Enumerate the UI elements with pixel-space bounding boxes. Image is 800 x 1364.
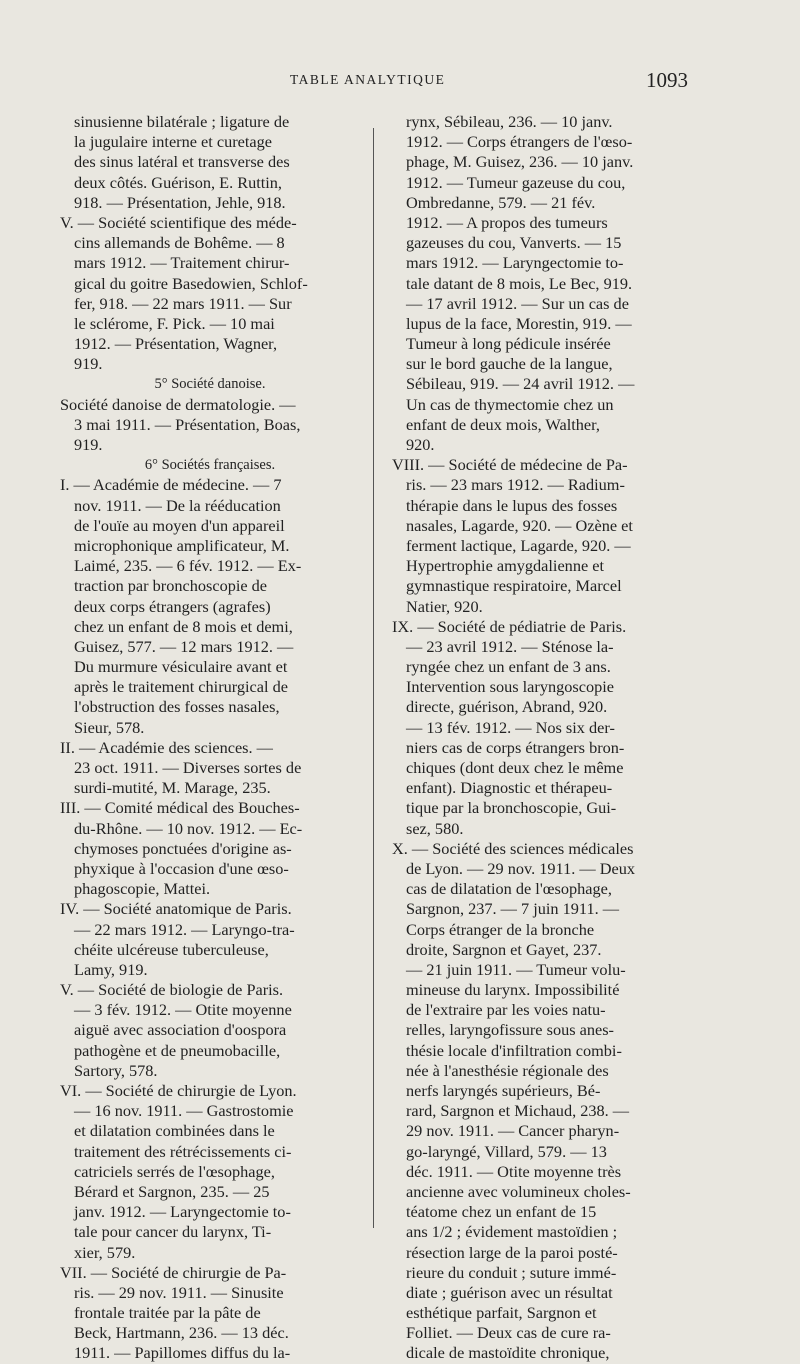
text-line: aiguë avec association d'oospora [74, 1020, 287, 1040]
text-line: II. — Académie des sciences. — [60, 737, 273, 757]
text-line: Sargnon, 237. — 7 juin 1911. — [406, 899, 620, 919]
text-line: mars 1912. — Laryngectomie to- [406, 253, 624, 273]
text-line: Bérard et Sargnon, 235. — 25 [74, 1181, 270, 1201]
page-number: 1093 [646, 68, 688, 92]
text-line: catriciels serrés de l'œsophage, [74, 1161, 275, 1181]
text-line: tique par la bronchoscopie, Gui- [406, 798, 617, 818]
text-line: 919. [74, 354, 103, 374]
text-line: niers cas de corps étrangers bron- [406, 737, 625, 757]
text-line: — 21 juin 1911. — Tumeur volu- [406, 959, 626, 979]
page-header [0, 68, 800, 96]
text-line: Natier, 920. [406, 596, 483, 616]
text-line: — 17 avril 1912. — Sur un cas de [406, 293, 629, 313]
text-line: mars 1912. — Traitement chirur- [74, 253, 290, 273]
text-line: du-Rhône. — 10 nov. 1912. — Ec- [74, 818, 303, 838]
text-line: directe, guérison, Abrand, 920. [406, 697, 608, 717]
text-line: gical du goitre Basedowien, Schlof- [74, 273, 308, 293]
text-line: 1912. — Tumeur gazeuse du cou, [406, 172, 626, 192]
right-column [392, 112, 712, 1364]
text-line: microphonique amplificateur, M. [74, 535, 290, 555]
left-column [60, 112, 360, 1364]
section-heading: 6° Sociétés françaises. [144, 457, 276, 474]
text-line: gazeuses du cou, Vanverts. — 15 [406, 233, 622, 253]
text-line: go-laryngé, Villard, 579. — 13 [406, 1141, 607, 1161]
text-line: enfant). Diagnostic et thérapeu- [406, 778, 613, 798]
text-line: 918. — Présentation, Jehle, 918. [74, 192, 286, 212]
text-line: 1911. — Papillomes diffus du la- [74, 1343, 291, 1363]
text-line: résection large de la paroi posté- [406, 1242, 618, 1262]
text-line: de l'ouïe au moyen d'un appareil [74, 515, 285, 535]
text-line: gymnastique respiratoire, Marcel [406, 576, 622, 596]
text-line: nasales, Lagarde, 920. — Ozène et [406, 515, 633, 535]
text-line: Hypertrophie amygdalienne et [406, 556, 605, 576]
text-line: mineuse du larynx. Impossibilité [406, 980, 620, 1000]
text-line: — 13 fév. 1912. — Nos six der- [406, 717, 615, 737]
text-line: nov. 1911. — De la rééducation [74, 495, 281, 515]
text-line: VII. — Société de chirurgie de Pa- [60, 1262, 287, 1282]
text-line: Corps étranger de la bronche [406, 919, 595, 939]
text-line: 1912. — A propos des tumeurs [406, 212, 608, 232]
text-line: fer, 918. — 22 mars 1911. — Sur [74, 293, 292, 313]
text-line: VIII. — Société de médecine de Pa- [392, 455, 628, 475]
text-line: 23 oct. 1911. — Diverses sortes de [74, 758, 302, 777]
text-line: ris. — 29 nov. 1911. — Sinusite [74, 1282, 284, 1302]
text-line: Sieur, 578. [74, 717, 145, 737]
text-line: traction par bronchoscopie de [74, 576, 268, 596]
text-line: rard, Sargnon et Michaud, 238. — [406, 1101, 630, 1121]
text-line: surdi-mutité, M. Marage, 235. [74, 778, 271, 798]
text-line: V. — Société de biologie de Paris. [60, 980, 284, 1000]
text-line: V. — Société scientifique des méde- [60, 212, 297, 232]
text-line: IX. — Société de pédiatrie de Paris. [392, 616, 627, 636]
text-line: Beck, Hartmann, 236. — 13 déc. [74, 1323, 289, 1343]
text-line: chéite ulcéreuse tuberculeuse, [74, 939, 269, 959]
text-line: lupus de la face, Morestin, 919. — [406, 313, 632, 333]
text-line: enfant de deux mois, Walther, [406, 414, 600, 434]
text-line: Laimé, 235. — 6 fév. 1912. — Ex- [74, 556, 302, 576]
text-line: 919. [74, 435, 103, 454]
text-line: tale datant de 8 mois, Le Bec, 919. [406, 273, 633, 293]
text-line: ris. — 23 mars 1912. — Radium- [406, 475, 625, 495]
text-line: tale pour cancer du larynx, Ti- [74, 1222, 272, 1242]
text-line: ferment lactique, Lagarde, 920. — [406, 535, 631, 555]
text-line: — 16 nov. 1911. — Gastrostomie [74, 1101, 294, 1121]
text-line: traitement des rétrécissements ci- [74, 1141, 292, 1161]
text-line: 1912. — Présentation, Wagner, [74, 334, 278, 354]
text-line: xier, 579. [74, 1242, 136, 1262]
text-line: droite, Sargnon et Gayet, 237. [406, 939, 602, 959]
text-line: relles, laryngofissure sous anes- [406, 1020, 614, 1040]
text-line: ans 1/2 ; évidement mastoïdien ; [406, 1222, 618, 1242]
text-line: Tumeur à long pédicule insérée [406, 334, 611, 354]
text-line: déc. 1911. — Otite moyenne très [406, 1161, 622, 1181]
text-line: phyxique à l'occasion d'une œso- [74, 858, 289, 878]
text-line: rieure du conduit ; suture immé- [406, 1262, 617, 1282]
text-line: et dilatation combinées dans le [74, 1121, 275, 1141]
text-line: — 23 avril 1912. — Sténose la- [406, 636, 614, 656]
text-line: le sclérome, F. Pick. — 10 mai [74, 313, 275, 333]
text-line: Guisez, 577. — 12 mars 1912. — [74, 636, 294, 656]
text-line: de Lyon. — 29 nov. 1911. — Deux [406, 858, 635, 878]
text-line: frontale traitée par la pâte de [74, 1303, 261, 1323]
text-line: Lamy, 919. [74, 959, 148, 979]
text-line: téatome chez un enfant de 15 [406, 1202, 597, 1222]
text-line: X. — Société des sciences médicales [392, 838, 634, 858]
text-line: — 22 mars 1912. — Laryngo-tra- [74, 919, 295, 939]
running-title: TABLE ANALYTIQUE [290, 72, 446, 87]
text-line: sinusienne bilatérale ; ligature de [74, 112, 290, 131]
text-line: sez, 580. [406, 818, 464, 838]
text-line: des sinus latéral et transverse des [74, 152, 290, 172]
column-divider [373, 128, 374, 1228]
text-line: janv. 1912. — Laryngectomie to- [74, 1202, 291, 1222]
text-line: 3 mai 1911. — Présentation, Boas, [74, 414, 301, 434]
text-line: chymoses ponctuées d'origine as- [74, 838, 292, 858]
text-line: rynx, Sébileau, 236. — 10 janv. [406, 112, 613, 131]
text-line: deux corps étrangers (agrafes) [74, 596, 271, 616]
text-line: ancienne avec volumineux choles- [406, 1181, 631, 1201]
text-line: 29 nov. 1911. — Cancer pharyn- [406, 1121, 620, 1141]
text-line: I. — Académie de médecine. — 7 [60, 475, 282, 495]
text-line: après le traitement chirurgical de [74, 677, 288, 697]
section-heading: 5° Société danoise. [154, 376, 266, 393]
text-line: esthétique parfait, Sargnon et [406, 1303, 597, 1323]
text-line: IV. — Société anatomique de Paris. [60, 899, 292, 919]
text-line: Folliet. — Deux cas de cure ra- [406, 1323, 611, 1343]
text-line: Un cas de thymectomie chez un [406, 394, 614, 414]
text-line: ryngée chez un enfant de 3 ans. [406, 657, 611, 677]
text-line: Société danoise de dermatologie. — [60, 394, 296, 414]
text-line: chiques (dont deux chez le même [406, 758, 624, 777]
text-line: de l'extraire par les voies natu- [406, 1000, 606, 1020]
text-line: chez un enfant de 8 mois et demi, [74, 616, 293, 636]
text-line: phage, M. Guisez, 236. — 10 janv. [406, 152, 634, 172]
text-line: née à l'anesthésie régionale des [406, 1060, 609, 1080]
text-line: Ombredanne, 579. — 21 fév. [406, 192, 596, 212]
text-line: VI. — Société de chirurgie de Lyon. [60, 1081, 297, 1100]
text-line: thérapie dans le lupus des fosses [406, 495, 618, 515]
text-line: deux côtés. Guérison, E. Ruttin, [74, 172, 283, 192]
text-line: pathogène et de pneumobacille, [74, 1040, 281, 1060]
text-line: sur le bord gauche de la langue, [406, 354, 613, 374]
text-line: dicale de mastoïdite chronique, [406, 1343, 610, 1363]
text-line: phagoscopie, Mattei. [74, 879, 211, 899]
text-line: 920. [406, 435, 435, 454]
text-line: Du murmure vésiculaire avant et [74, 657, 288, 677]
text-line: cas de dilatation de l'œsophage, [406, 879, 612, 899]
text-line: thésie locale d'infiltration combi- [406, 1040, 622, 1060]
text-line: Sartory, 578. [74, 1060, 158, 1080]
text-line: Sébileau, 919. — 24 avril 1912. — [406, 374, 635, 394]
text-line: la jugulaire interne et curetage [74, 132, 272, 152]
text-line: nerfs laryngés supérieurs, Bé- [406, 1081, 601, 1100]
text-line: Intervention sous laryngoscopie [406, 677, 614, 697]
text-line: III. — Comité médical des Bouches- [60, 798, 300, 818]
text-line: diate ; guérison avec un résultat [406, 1282, 613, 1302]
text-line: cins allemands de Bohême. — 8 [74, 233, 285, 253]
text-line: 1912. — Corps étrangers de l'œso- [406, 132, 633, 152]
text-line: l'obstruction des fosses nasales, [74, 697, 280, 717]
text-line: — 3 fév. 1912. — Otite moyenne [74, 1000, 292, 1020]
